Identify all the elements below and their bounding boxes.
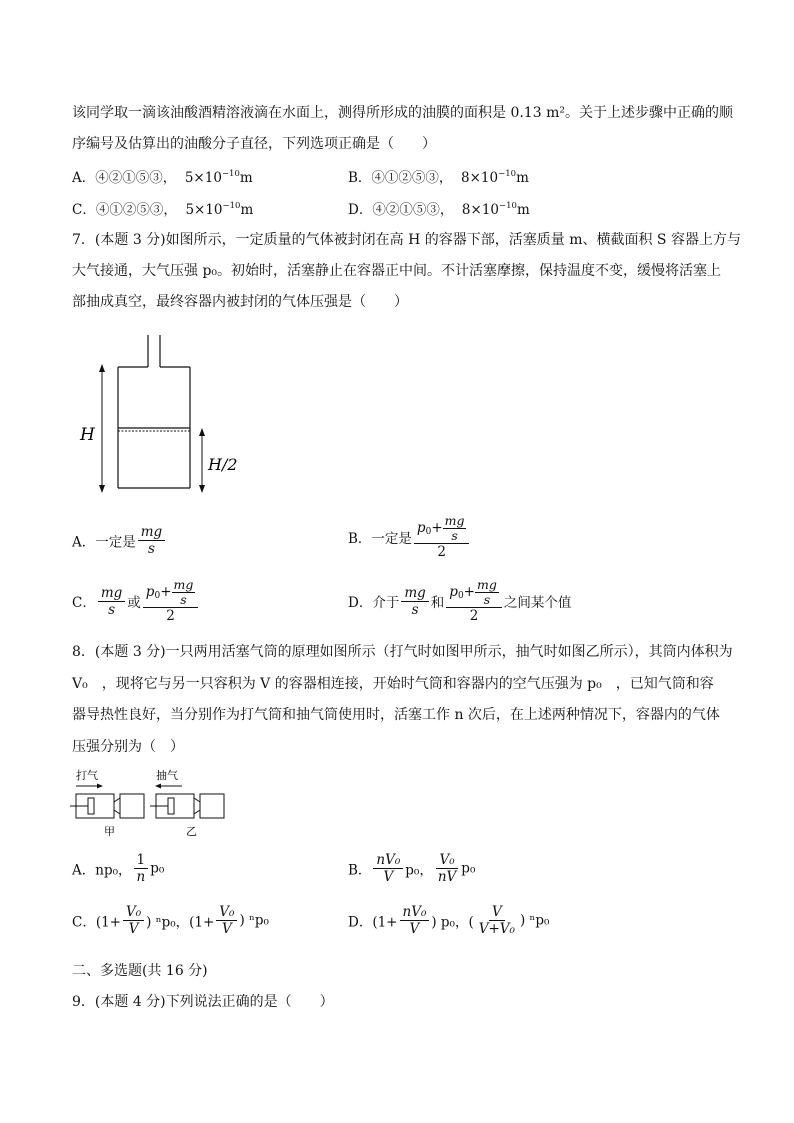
q8-stem-line2: V₀ ，现将它与另一只容积为 V 的容器相连接，开始时气筒和容器内的空气压强为 p₀ ，已知气筒和容 bbox=[72, 676, 714, 692]
q8-pump-diagram bbox=[70, 768, 240, 840]
q6-option-d: D．④②①⑤③， $8\times 10^{-10}m$ bbox=[348, 201, 530, 218]
q8-option-d: D．(1+ $\frac{\text{nV₀}}{V}$ ) p₀，( $\frac{V}{\text{V+V₀}}$ ) ⁿp₀ bbox=[348, 904, 550, 937]
q7-label-h: H bbox=[80, 425, 95, 445]
q6-option-c: C．④①②⑤③， $5\times 10^{-10}m$ bbox=[72, 201, 254, 218]
q6-option-b: B．④①②⑤③， $8\times 10^{-10}m$ bbox=[348, 169, 529, 186]
section-title: 二、多选题(共 16 分) bbox=[72, 963, 208, 979]
q7-piston-diagram bbox=[70, 330, 270, 500]
q7-stem-line1: 7．(本题 3 分)如图所示，一定质量的气体被封闭在高 H 的容器下部，活塞质量 m、横截面积 S 容器上方与 bbox=[72, 232, 741, 248]
q7-option-b: B．一定是 $p_0+$ $\frac{mg}{s}$ 2 bbox=[348, 514, 471, 560]
q6-stem-line1: 该同学取一滴该油酸酒精溶液滴在水面上，测得所形成的油膜的面积是 0.13 m²。关于上述步骤中正确的顺 bbox=[72, 105, 733, 121]
q6-stem-line2: 序编号及估算出的油酸分子直径，下列选项正确是（ ） bbox=[72, 136, 436, 152]
q7-stem-line3: 部抽成真空，最终容器内被封闭的气体压强是（ ） bbox=[72, 294, 408, 310]
q9-stem: 9．(本题 4 分)下列说法正确的是（ ） bbox=[72, 994, 334, 1010]
q8-label-yi: 乙 bbox=[186, 825, 197, 838]
q6-option-a: A．④②①⑤③， $5\times 10^{-10}m$ bbox=[72, 169, 253, 186]
q8-label-pump: 打气 bbox=[76, 769, 98, 782]
q8-label-jia: 甲 bbox=[104, 825, 115, 838]
q7-option-a: A．一定是 $\frac{mg}{s}$ bbox=[72, 524, 167, 557]
q7-option-d: D．介于 $\frac{mg}{s}$ 和 $p_0+$ $\frac{mg}{s}$ 2 之间某个值 bbox=[348, 577, 572, 624]
q8-stem-line1: 8．(本题 3 分)一只两用活塞气筒的原理如图所示（打气时如图甲所示，抽气时如图乙所示），其筒内体积为 bbox=[72, 644, 733, 660]
q8-option-c: C．(1+ $\frac{\text{V₀}}{V}$ ) ⁿp₀，(1+ $\frac{\text{V₀}}{V}$ ) ⁿp₀ bbox=[72, 904, 269, 937]
q8-option-a: A．np₀， $\frac{1}{n}$ p₀ bbox=[72, 852, 165, 885]
q8-label-draw: 抽气 bbox=[156, 769, 178, 782]
q7-label-h2: H/2 bbox=[208, 455, 238, 474]
q7-stem-line2: 大气接通，大气压强 p₀。初始时，活塞静止在容器正中间。不计活塞摩擦，保持温度不变，缓慢将活塞上 bbox=[72, 263, 722, 279]
q7-option-c: C． $\frac{mg}{s}$ 或 $p_0+$ $\frac{mg}{s}$ 2 bbox=[72, 578, 200, 624]
q8-stem-line4: 压强分别为（ ） bbox=[72, 739, 184, 755]
q8-stem-line3: 器导热性良好，当分别作为打气筒和抽气筒使用时，活塞工作 n 次后，在上述两种情况下，容器内的气体 bbox=[72, 707, 720, 723]
q8-option-b: B． $\frac{\text{nV₀}}{V}$ p₀， $\frac{\text{V₀}}{nV}$ p₀ bbox=[348, 852, 476, 885]
